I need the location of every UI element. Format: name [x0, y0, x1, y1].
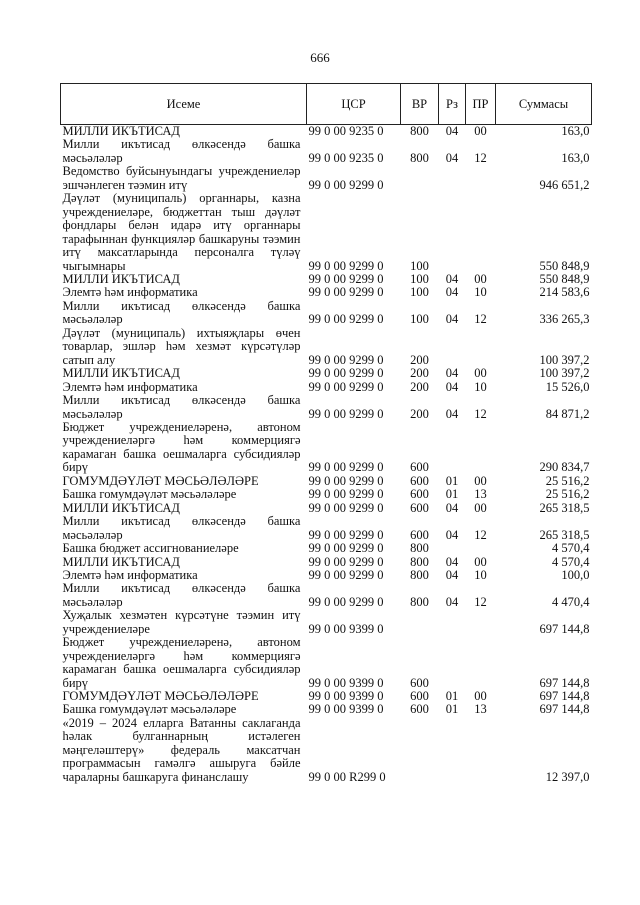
row-pr: [466, 192, 496, 273]
row-name: Башка гомумдәүләт мәсьәләләре: [62, 487, 237, 502]
row-vr: 800: [410, 567, 429, 582]
row-vr: 600: [410, 675, 429, 690]
row-csr: 99 0 00 9399 0: [308, 675, 384, 690]
row-sum: 100 397,2: [539, 352, 590, 367]
table-row: [61, 327, 592, 367]
row-csr: 99 0 00 9299 0: [308, 271, 384, 286]
row-vr: 100: [410, 312, 429, 327]
row-vr: 600: [410, 702, 429, 717]
row-name: Элемтә һәм информатика: [62, 285, 198, 300]
row-name: МИЛЛИ ИКЪТИСАД: [62, 124, 180, 138]
row-name: Милли икътисад өлкәсендә башка мәсьәләләр: [62, 514, 301, 542]
table-row: [61, 488, 592, 501]
row-sum: 946 651,2: [539, 177, 590, 192]
row-name: ГОМУМДӘҮЛӘТ МӘСЬӘЛӘЛӘРЕ: [62, 689, 259, 704]
row-pr: 00: [474, 124, 487, 138]
row-name: Бюджет учреждениеләренә, автоном учреждениеләргә һәм коммерциягә карамаган башка оешмаларга субсидияләр бирү: [62, 419, 301, 475]
row-pr: [466, 636, 496, 690]
row-pr: 12: [474, 527, 487, 542]
row-vr: 800: [410, 554, 429, 569]
row-name: Башка гомумдәүләт мәсьәләләре: [62, 702, 237, 717]
row-vr: 600: [410, 473, 429, 488]
row-name: Милли икътисад өлкәсендә башка мәсьәләләр: [62, 298, 301, 327]
row-vr: 600: [410, 487, 429, 502]
table-row: [61, 717, 592, 784]
row-rz: 04: [445, 567, 459, 582]
row-csr: 99 0 00 9299 0: [308, 567, 384, 582]
row-sum: 4 570,4: [552, 541, 590, 556]
row-vr: [401, 717, 439, 784]
table-row: [61, 636, 592, 690]
row-vr: 100: [410, 258, 429, 273]
column-header-rz: Рз: [439, 84, 466, 125]
row-rz: [439, 327, 466, 367]
row-sum: 697 144,8: [539, 702, 590, 717]
row-pr: [466, 165, 496, 192]
row-vr: 600: [410, 500, 429, 515]
row-pr: 00: [474, 473, 487, 488]
table-row: [61, 381, 592, 394]
row-rz: 01: [445, 487, 459, 502]
row-rz: 04: [445, 366, 459, 381]
row-csr: 99 0 00 9299 0: [308, 258, 384, 273]
row-csr: 99 0 00 9299 0: [308, 541, 384, 556]
row-sum: 163,0: [561, 124, 590, 138]
row-rz: [439, 636, 466, 690]
table-row: [61, 703, 592, 716]
row-name: Ведомство буйсынуындагы учреждениеләр эшчәнлеген тәэмин итү: [62, 164, 301, 192]
row-rz: 04: [445, 554, 459, 569]
table-row: [61, 125, 592, 139]
row-rz: 01: [445, 473, 459, 488]
row-csr: 99 0 00 9299 0: [308, 487, 384, 502]
row-sum: 290 834,7: [539, 460, 590, 475]
row-name: МИЛЛИ ИКЪТИСАД: [62, 366, 180, 381]
row-vr: 100: [410, 271, 429, 286]
row-sum: 100,0: [561, 567, 590, 582]
row-pr: [466, 609, 496, 636]
row-rz: 04: [445, 594, 459, 609]
table-row: [61, 515, 592, 542]
row-pr: 10: [474, 379, 487, 394]
table-row: [61, 286, 592, 299]
row-pr: [466, 421, 496, 475]
row-sum: 697 144,8: [539, 675, 590, 690]
table-row: [61, 367, 592, 380]
table-row: [61, 569, 592, 582]
row-csr: 99 0 00 9299 0: [308, 379, 384, 394]
row-name: МИЛЛИ ИКЪТИСАД: [62, 554, 180, 569]
row-name: ГОМУМДӘҮЛӘТ МӘСЬӘЛӘЛӘРЕ: [62, 473, 259, 488]
row-vr: 200: [410, 379, 429, 394]
row-sum: 214 583,6: [539, 285, 590, 300]
row-rz: [439, 421, 466, 475]
table-row: [61, 192, 592, 273]
row-vr: 800: [410, 124, 429, 138]
row-pr: [466, 717, 496, 784]
row-pr: 10: [474, 567, 487, 582]
row-pr: 00: [474, 366, 487, 381]
row-sum: 4 570,4: [552, 554, 590, 569]
table-row: [61, 300, 592, 327]
row-pr: [466, 327, 496, 367]
row-name: Милли икътисад өлкәсендә башка мәсьәләләр: [62, 581, 301, 609]
row-csr: 99 0 00 9235 0: [308, 150, 384, 165]
row-sum: 100 397,2: [539, 366, 590, 381]
column-header-pr: ПР: [466, 84, 496, 125]
row-sum: 550 848,9: [539, 271, 590, 286]
row-sum: 265 318,5: [539, 500, 590, 515]
row-csr: 99 0 00 9299 0: [308, 177, 384, 192]
row-vr: 600: [410, 460, 429, 475]
page-number: 666: [310, 50, 330, 65]
row-sum: 4 470,4: [552, 594, 590, 609]
row-pr: 00: [474, 554, 487, 569]
row-csr: 99 0 00 9399 0: [308, 702, 384, 717]
row-csr: 99 0 00 9299 0: [308, 527, 384, 542]
row-csr: 99 0 00 9299 0: [308, 594, 384, 609]
row-vr: 600: [410, 527, 429, 542]
table-row: [61, 690, 592, 703]
row-pr: 12: [474, 594, 487, 609]
row-name: Милли икътисад өлкәсендә башка мәсьәләләр: [62, 137, 301, 165]
row-name: Элемтә һәм информатика: [62, 567, 198, 582]
row-vr: 800: [410, 541, 429, 556]
table-row: [61, 609, 592, 636]
column-header-sum: Суммасы: [496, 84, 592, 125]
table-row: [61, 138, 592, 165]
row-rz: 04: [445, 379, 459, 394]
row-pr: 13: [474, 487, 487, 502]
row-sum: 697 144,8: [539, 689, 590, 704]
row-rz: 04: [445, 500, 459, 515]
table-row: [61, 542, 592, 555]
row-rz: 04: [445, 285, 459, 300]
row-name: Башка бюджет ассигнованиеләре: [62, 541, 239, 556]
row-vr: 200: [410, 366, 429, 381]
row-rz: [439, 542, 466, 555]
row-vr: 200: [410, 352, 429, 367]
table-header: [61, 84, 592, 125]
row-vr: 800: [410, 150, 429, 165]
row-name: Хуҗалык хезмәтен күрсәтүне тәэмин итү учреждениеләре: [62, 608, 301, 636]
row-vr: 600: [410, 689, 429, 704]
table-row: [61, 421, 592, 475]
row-pr: [466, 542, 496, 555]
row-name: Дәүләт (муниципаль) ихтыяҗлары өчен товарлар, эшләр һәм хезмәт күрсәтүләр сатып алу: [62, 325, 301, 367]
row-rz: 01: [445, 689, 459, 704]
row-name: «2019 – 2024 елларга Ватанны саклаганда һәлак булганнарның истәлеген мәңгеләштерү» федераль максатчан программасын гамәлгә ашыруга бәйле чараларны башкаруга финанслашу: [62, 715, 301, 784]
row-sum: 25 516,2: [545, 473, 590, 488]
row-name: Бюджет учреждениеләренә, автоном учреждениеләргә һәм коммерциягә карамаган башка оешмаларга субсидияләр бирү: [62, 635, 301, 690]
row-sum: 25 516,2: [545, 487, 590, 502]
row-rz: [439, 192, 466, 273]
row-name: Милли икътисад өлкәсендә башка мәсьәләләр: [62, 393, 301, 421]
table-row: [61, 475, 592, 488]
row-csr: 99 0 00 9299 0: [308, 500, 384, 515]
row-rz: 04: [445, 150, 459, 165]
row-rz: [439, 717, 466, 784]
row-vr: 100: [410, 285, 429, 300]
row-vr: [401, 165, 439, 192]
row-rz: 04: [445, 406, 459, 421]
row-csr: 99 0 00 R299 0: [308, 769, 386, 784]
row-vr: [401, 609, 439, 636]
row-csr: 99 0 00 9299 0: [308, 352, 384, 367]
row-pr: 13: [474, 702, 487, 717]
row-pr: 10: [474, 285, 487, 300]
row-sum: 84 871,2: [545, 406, 590, 421]
row-rz: 04: [445, 312, 459, 327]
row-sum: 336 265,3: [539, 312, 590, 327]
column-header-vr: ВР: [401, 84, 439, 125]
row-csr: 99 0 00 9299 0: [308, 285, 384, 300]
row-sum: 163,0: [561, 150, 590, 165]
row-rz: [439, 165, 466, 192]
row-csr: 99 0 00 9299 0: [308, 406, 384, 421]
row-name: МИЛЛИ ИКЪТИСАД: [62, 500, 180, 515]
row-csr: 99 0 00 9399 0: [308, 621, 384, 636]
row-pr: 12: [474, 150, 487, 165]
table-row: [61, 556, 592, 569]
table-body: [61, 125, 592, 785]
row-name: Дәүләт (муниципаль) органнары, казна учреждениеләре, бюджеттан тыш дәүләт фондлары белән идарә итү органнары тарафыннан функцияләр башкаруны тәэмин итү максатларында персоналга түләү чыгымнары: [62, 191, 301, 273]
table-row: [61, 273, 592, 286]
row-rz: 04: [445, 271, 459, 286]
row-sum: 550 848,9: [539, 258, 590, 273]
row-vr: 200: [410, 406, 429, 421]
row-csr: 99 0 00 9299 0: [308, 312, 384, 327]
row-csr: 99 0 00 9399 0: [308, 689, 384, 704]
row-csr: 99 0 00 9235 0: [308, 124, 384, 138]
row-rz: 04: [445, 527, 459, 542]
row-csr: 99 0 00 9299 0: [308, 554, 384, 569]
row-vr: 800: [410, 594, 429, 609]
row-sum: 15 526,0: [545, 379, 590, 394]
row-name: Элемтә һәм информатика: [62, 379, 198, 394]
row-rz: [439, 609, 466, 636]
table-row: [61, 165, 592, 192]
row-name: МИЛЛИ ИКЪТИСАД: [62, 271, 180, 286]
table-row: [61, 582, 592, 609]
row-csr: 99 0 00 9299 0: [308, 473, 384, 488]
row-sum: 697 144,8: [539, 621, 590, 636]
row-rz: 01: [445, 702, 459, 717]
row-sum: 12 397,0: [545, 769, 590, 784]
row-sum: 265 318,5: [539, 527, 590, 542]
row-csr: 99 0 00 9299 0: [308, 366, 384, 381]
row-pr: 00: [474, 500, 487, 515]
table-row: [61, 394, 592, 421]
column-header-csr: ЦСР: [307, 84, 401, 125]
row-rz: 04: [445, 124, 459, 138]
row-pr: 12: [474, 312, 487, 327]
budget-table: [60, 83, 592, 784]
row-pr: 00: [474, 271, 487, 286]
row-pr: 00: [474, 689, 487, 704]
table-row: [61, 502, 592, 515]
row-csr: 99 0 00 9299 0: [308, 460, 384, 475]
column-header-name: Исеме: [61, 84, 307, 125]
row-pr: 12: [474, 406, 487, 421]
